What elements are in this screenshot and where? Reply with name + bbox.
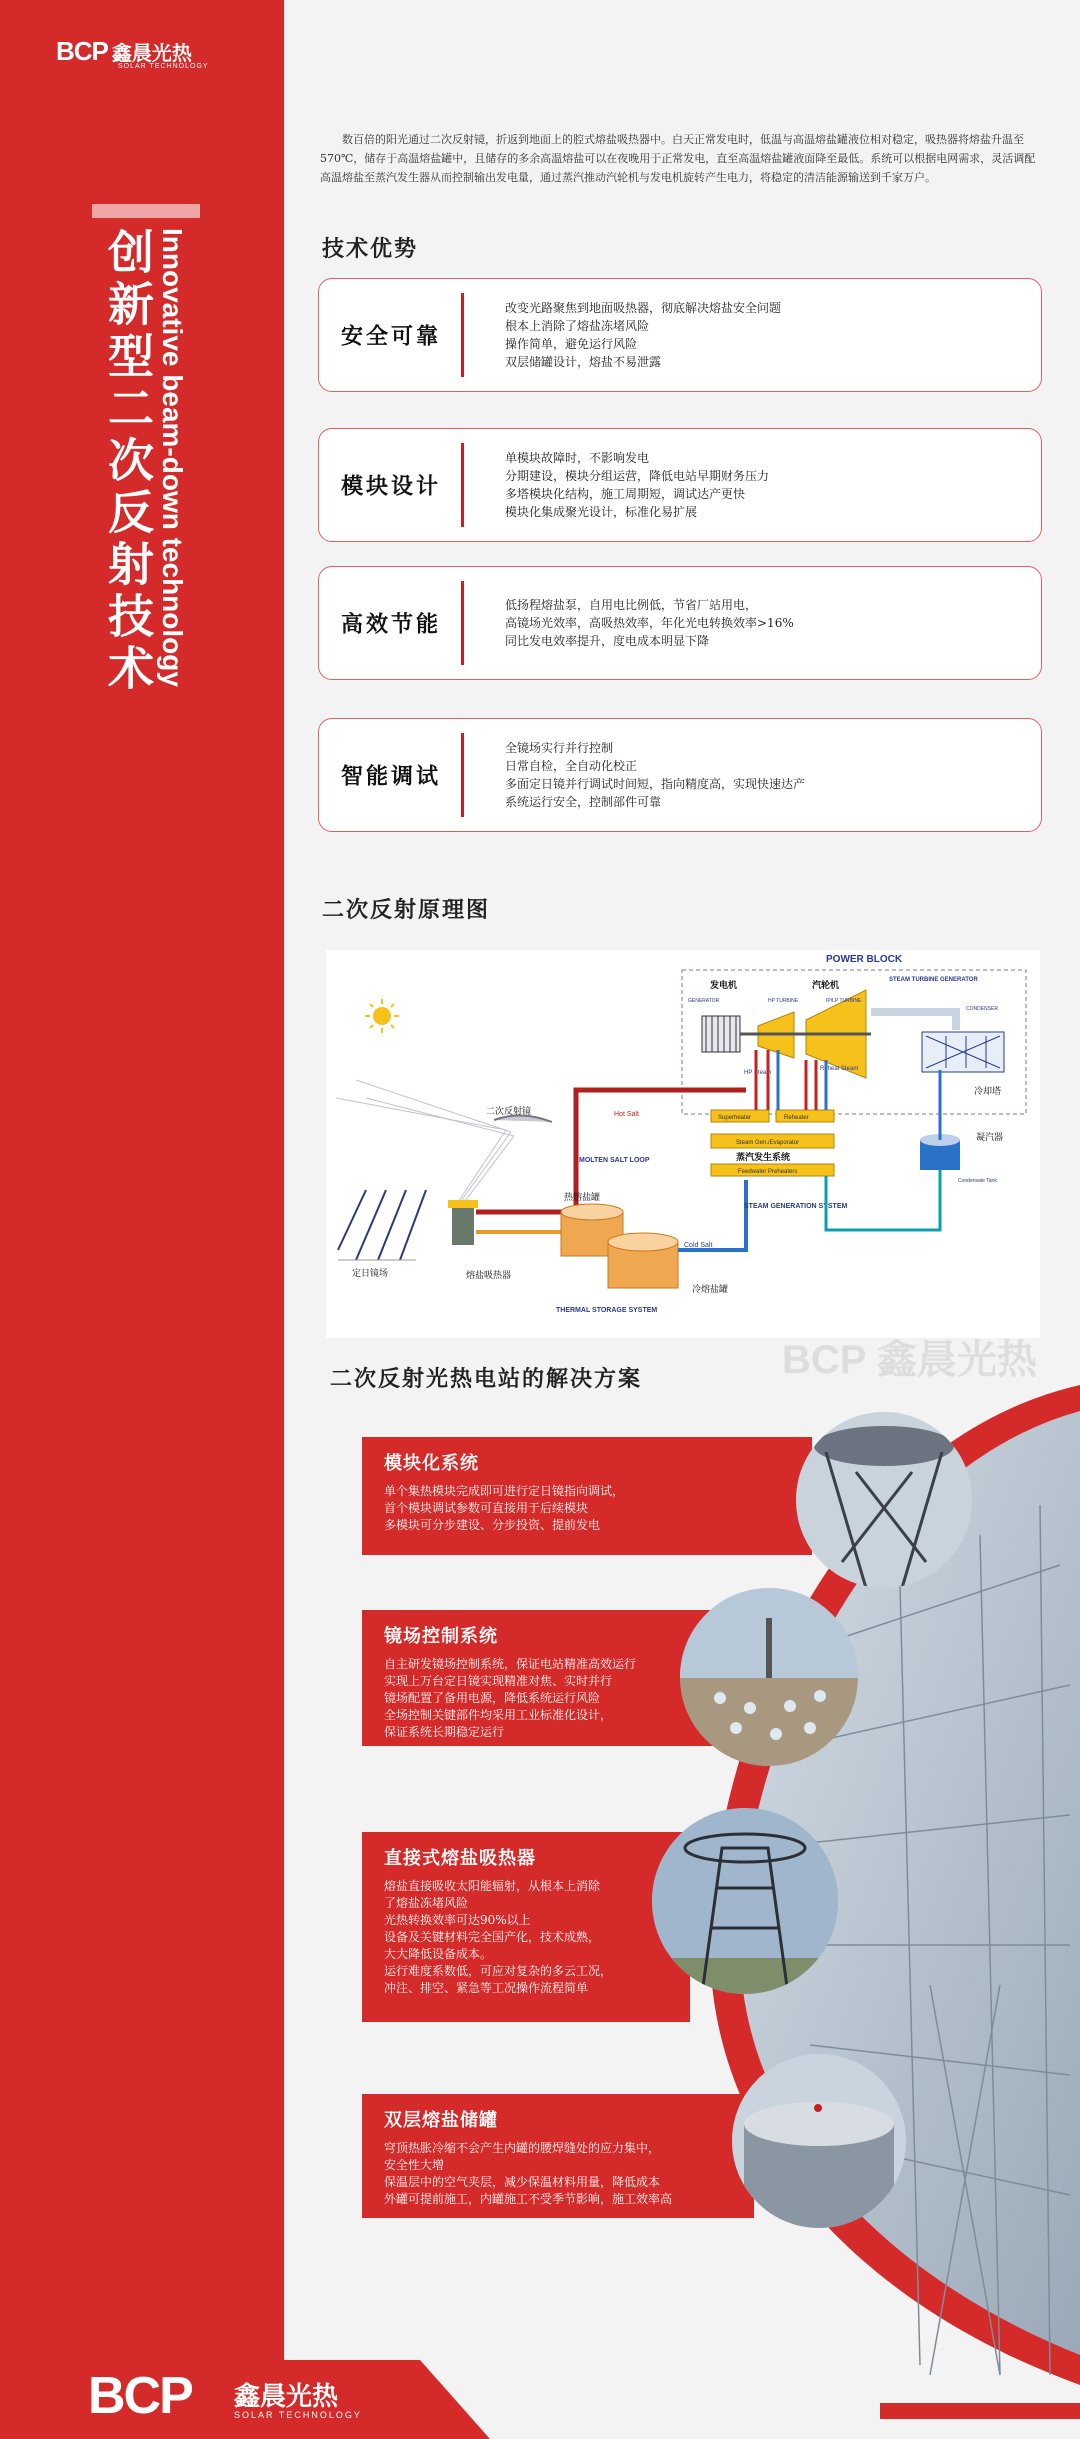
solutions-heading: 二次反射光热电站的解决方案 (330, 1366, 643, 1392)
solution-line: 镜场配置了备用电源，降低系统运行风险 (384, 1691, 601, 1705)
hot-salt-label: Hot Salt (614, 1111, 639, 1118)
solution-line: 安全性大增 (384, 2158, 445, 2172)
advantage-divider (461, 581, 464, 665)
advantage-card (318, 718, 1042, 832)
solution-line: 全场控制关键部件均采用工业标准化设计， (384, 1708, 613, 1722)
advantage-lines (505, 739, 805, 811)
cold-tank-icon (608, 1233, 678, 1288)
photo-receiver-graphic (652, 1808, 838, 1994)
advantage-line: 改变光路聚焦到地面吸热器，彻底解决熔盐安全问题 (505, 301, 782, 315)
solution-line: 熔盐直接吸收太阳能辐射，从根本上消除 (384, 1879, 601, 1893)
brand-logo-mark: BCP (56, 36, 108, 66)
advantage-name: 安全可靠 (341, 323, 442, 350)
steam-turbine-generator-label: STEAM TURBINE GENERATOR (889, 977, 978, 983)
advantage-line: 多面定日镜并行调试时间短，指向精度高，实现快速达产 (505, 777, 806, 791)
receiver-label: 熔盐吸热器 (466, 1270, 512, 1280)
condenser-cn-label: 凝汽器 (976, 1132, 1004, 1142)
advantage-lines (505, 596, 794, 650)
molten-salt-loop-label: MOLTEN SALT LOOP (579, 1157, 650, 1164)
title-accent-bar (92, 204, 200, 218)
solution-line: 穹顶热胀冷缩不会产生内罐的腰焊缝处的应力集中， (384, 2141, 661, 2155)
brand-name: 鑫晨光热 (111, 41, 192, 65)
solution-line: 多模块可分步建设、分步投资、提前发电 (384, 1518, 601, 1532)
receiver-icon (448, 1200, 478, 1245)
advantage-divider (461, 443, 464, 527)
side-title-en: Innovative beam-down technology (157, 228, 188, 687)
generator-icon (702, 1016, 740, 1052)
solution-line: 自主研发镜场控制系统，保证电站精准高效运行 (384, 1657, 637, 1671)
advantage-line: 双层储罐设计，熔盐不易泄露 (505, 355, 662, 369)
power-block-label: POWER BLOCK (826, 954, 903, 965)
advantage-divider (461, 733, 464, 817)
footer-brand-name: 鑫晨光热 (234, 2382, 339, 2412)
solution-line: 单个集热模块完成即可进行定日镜指向调试， (384, 1484, 625, 1498)
lp-turbine-label: IP/LP TURBINE (826, 998, 862, 1004)
cooling-tower-label: 冷却塔 (974, 1086, 1002, 1096)
steam-gen-label: Steam Gen./Evaporator (736, 1140, 800, 1146)
advantage-line: 分期建设，模块分组运营，降低电站早期财务压力 (505, 469, 770, 483)
solution-line: 光热转换效率可达90%以上 (384, 1913, 531, 1927)
turbine-cn-label: 汽轮机 (812, 980, 840, 990)
solution-line: 设备及关键材料完全国产化，技术成熟， (384, 1930, 601, 1944)
solution-title: 双层熔盐储罐 (384, 2110, 498, 2131)
reheater-label: Reheater (784, 1115, 809, 1121)
solution-card (362, 1437, 812, 1555)
solution-line: 首个模块调试参数可直接用于后续模块 (384, 1501, 589, 1515)
photo-tower-graphic (796, 1412, 972, 1588)
heliostat-field-label: 定日镜场 (352, 1268, 389, 1278)
advantage-name: 智能调试 (341, 763, 442, 790)
solution-lines (384, 1878, 612, 1997)
footer-tagline: SOLAR TECHNOLOGY (234, 2410, 362, 2420)
generator-cn-label: 发电机 (710, 980, 738, 990)
solution-title: 镜场控制系统 (384, 1626, 498, 1647)
solution-line: 保温层中的空气夹层，减少保温材料用量，降低成本 (384, 2175, 661, 2189)
receiver-photo (652, 1808, 838, 1994)
solution-title: 直接式熔盐吸热器 (384, 1848, 536, 1869)
solution-title: 模块化系统 (384, 1453, 479, 1474)
modular-system-photo (796, 1412, 972, 1588)
footer-logo (88, 2366, 362, 2426)
superheater-label: Superheater (718, 1115, 752, 1121)
advantage-card (318, 428, 1042, 542)
solution-card (362, 1832, 690, 2022)
footer-stripe (880, 2403, 1080, 2419)
steam-gen-cn-label: 蒸汽发生系统 (736, 1152, 791, 1162)
cold-tank-label: 冷熔盐罐 (692, 1284, 729, 1294)
advantage-lines (505, 449, 769, 521)
diagram-heading: 二次反射原理图 (322, 897, 491, 923)
photo-tank-graphic (732, 2054, 906, 2228)
advantage-line: 同比发电效率提升，度电成本明显下降 (505, 634, 710, 648)
solution-card (362, 2094, 754, 2218)
storage-tank-photo (732, 2054, 906, 2228)
solution-line: 了熔盐冻堵风险 (384, 1896, 469, 1910)
advantage-line: 根本上消除了熔盐冻堵风险 (505, 319, 650, 333)
advantage-line: 单模块故障时，不影响发电 (505, 451, 650, 465)
heliostat-field-photo (680, 1588, 858, 1766)
advantage-line: 系统运行安全，控制部件可靠 (505, 795, 662, 809)
solution-line: 大大降低设备成本。 (384, 1947, 493, 1961)
advantage-divider (461, 293, 464, 377)
advantage-line: 全镜场实行并行控制 (505, 741, 614, 755)
cold-salt-label: Cold Salt (684, 1242, 713, 1249)
solution-line: 运行难度系数低，可应对复杂的多云工况， (384, 1964, 613, 1978)
diagram-svg (326, 950, 1040, 1338)
condenser-icon (922, 1032, 1004, 1072)
advantage-line: 日常自检，全自动化校正 (505, 759, 638, 773)
solution-card (362, 1610, 716, 1746)
steam-generation-system-label: STEAM GENERATION SYSTEM (744, 1203, 848, 1210)
intro-paragraph: 数百倍的阳光通过二次反射镜，折返到地面上的腔式熔盐吸热器中。白天正常发电时，低温与高温熔盐罐液位相对稳定，吸热器将熔盐升温至570℃，储存于高温熔盐罐中，且储存的多余高温熔盐可以在夜晚用于正常发电，直至高温熔盐罐液面降至最低。系统可以根据电网需求，灵活调配高温熔盐至蒸汽发生器从而控制输出发电量，通过蒸汽推动汽轮机与发电机旋转产生电力，将稳定的清洁能源输送到千家万户。 (320, 133, 1036, 184)
advantages-heading: 技术优势 (322, 236, 419, 262)
brand-logo (56, 36, 209, 70)
advantage-name: 高效节能 (341, 611, 442, 638)
reheat-steam-label: Reheat Steam (820, 1066, 859, 1072)
advantage-card (318, 566, 1042, 680)
beam-down-diagram (326, 950, 1040, 1338)
hot-tank-label: 热熔盐罐 (564, 1192, 601, 1202)
generator-label: GENERATOR (688, 998, 720, 1004)
condensate-tank-label: Condensate Tank (958, 1178, 997, 1184)
solution-lines (384, 2140, 672, 2208)
solution-lines (384, 1483, 624, 1534)
brand-tagline: SOLAR TECHNOLOGY (118, 63, 209, 70)
feedwater-label: Feedwater Preheaters (738, 1169, 798, 1175)
advantage-card (318, 278, 1042, 392)
footer-logo-mark: BCP (88, 2367, 192, 2425)
hp-turbine-label: HP TURBINE (768, 998, 799, 1004)
advantage-line: 低扬程熔盐泵，自用电比例低，节省厂站用电， (505, 598, 758, 612)
solution-line: 冲注、排空、紧急等工况操作流程简单 (384, 1981, 589, 1995)
advantage-line: 模块化集成聚光设计，标准化易扩展 (505, 505, 698, 519)
advantage-line: 高镜场光效率，高吸热效率，年化光电转换效率>16% (505, 616, 794, 630)
side-title-cn: 创新型二次反射技术 (101, 228, 155, 696)
solution-line: 外罐可提前施工，内罐施工不受季节影响，施工效率高 (384, 2192, 673, 2206)
advantage-lines (505, 299, 781, 371)
photo-field-graphic (680, 1588, 858, 1766)
thermal-storage-label: THERMAL STORAGE SYSTEM (556, 1307, 658, 1314)
solution-lines (384, 1656, 636, 1741)
advantage-line: 多塔模块化结构，施工周期短，调试达产更快 (505, 487, 746, 501)
secondary-mirror-label: 二次反射镜 (486, 1106, 532, 1116)
brand-watermark: BCP 鑫晨光热 (782, 1338, 1037, 1382)
advantage-name: 模块设计 (341, 473, 442, 500)
hp-steam-label: HP Steam (744, 1070, 772, 1076)
solution-line: 保证系统长期稳定运行 (384, 1725, 505, 1739)
advantage-line: 操作简单，避免运行风险 (505, 337, 638, 351)
solution-line: 实现上万台定日镜实现精准对焦、实时并行 (384, 1674, 613, 1688)
condenser-label: CONDENSER (966, 1006, 998, 1012)
